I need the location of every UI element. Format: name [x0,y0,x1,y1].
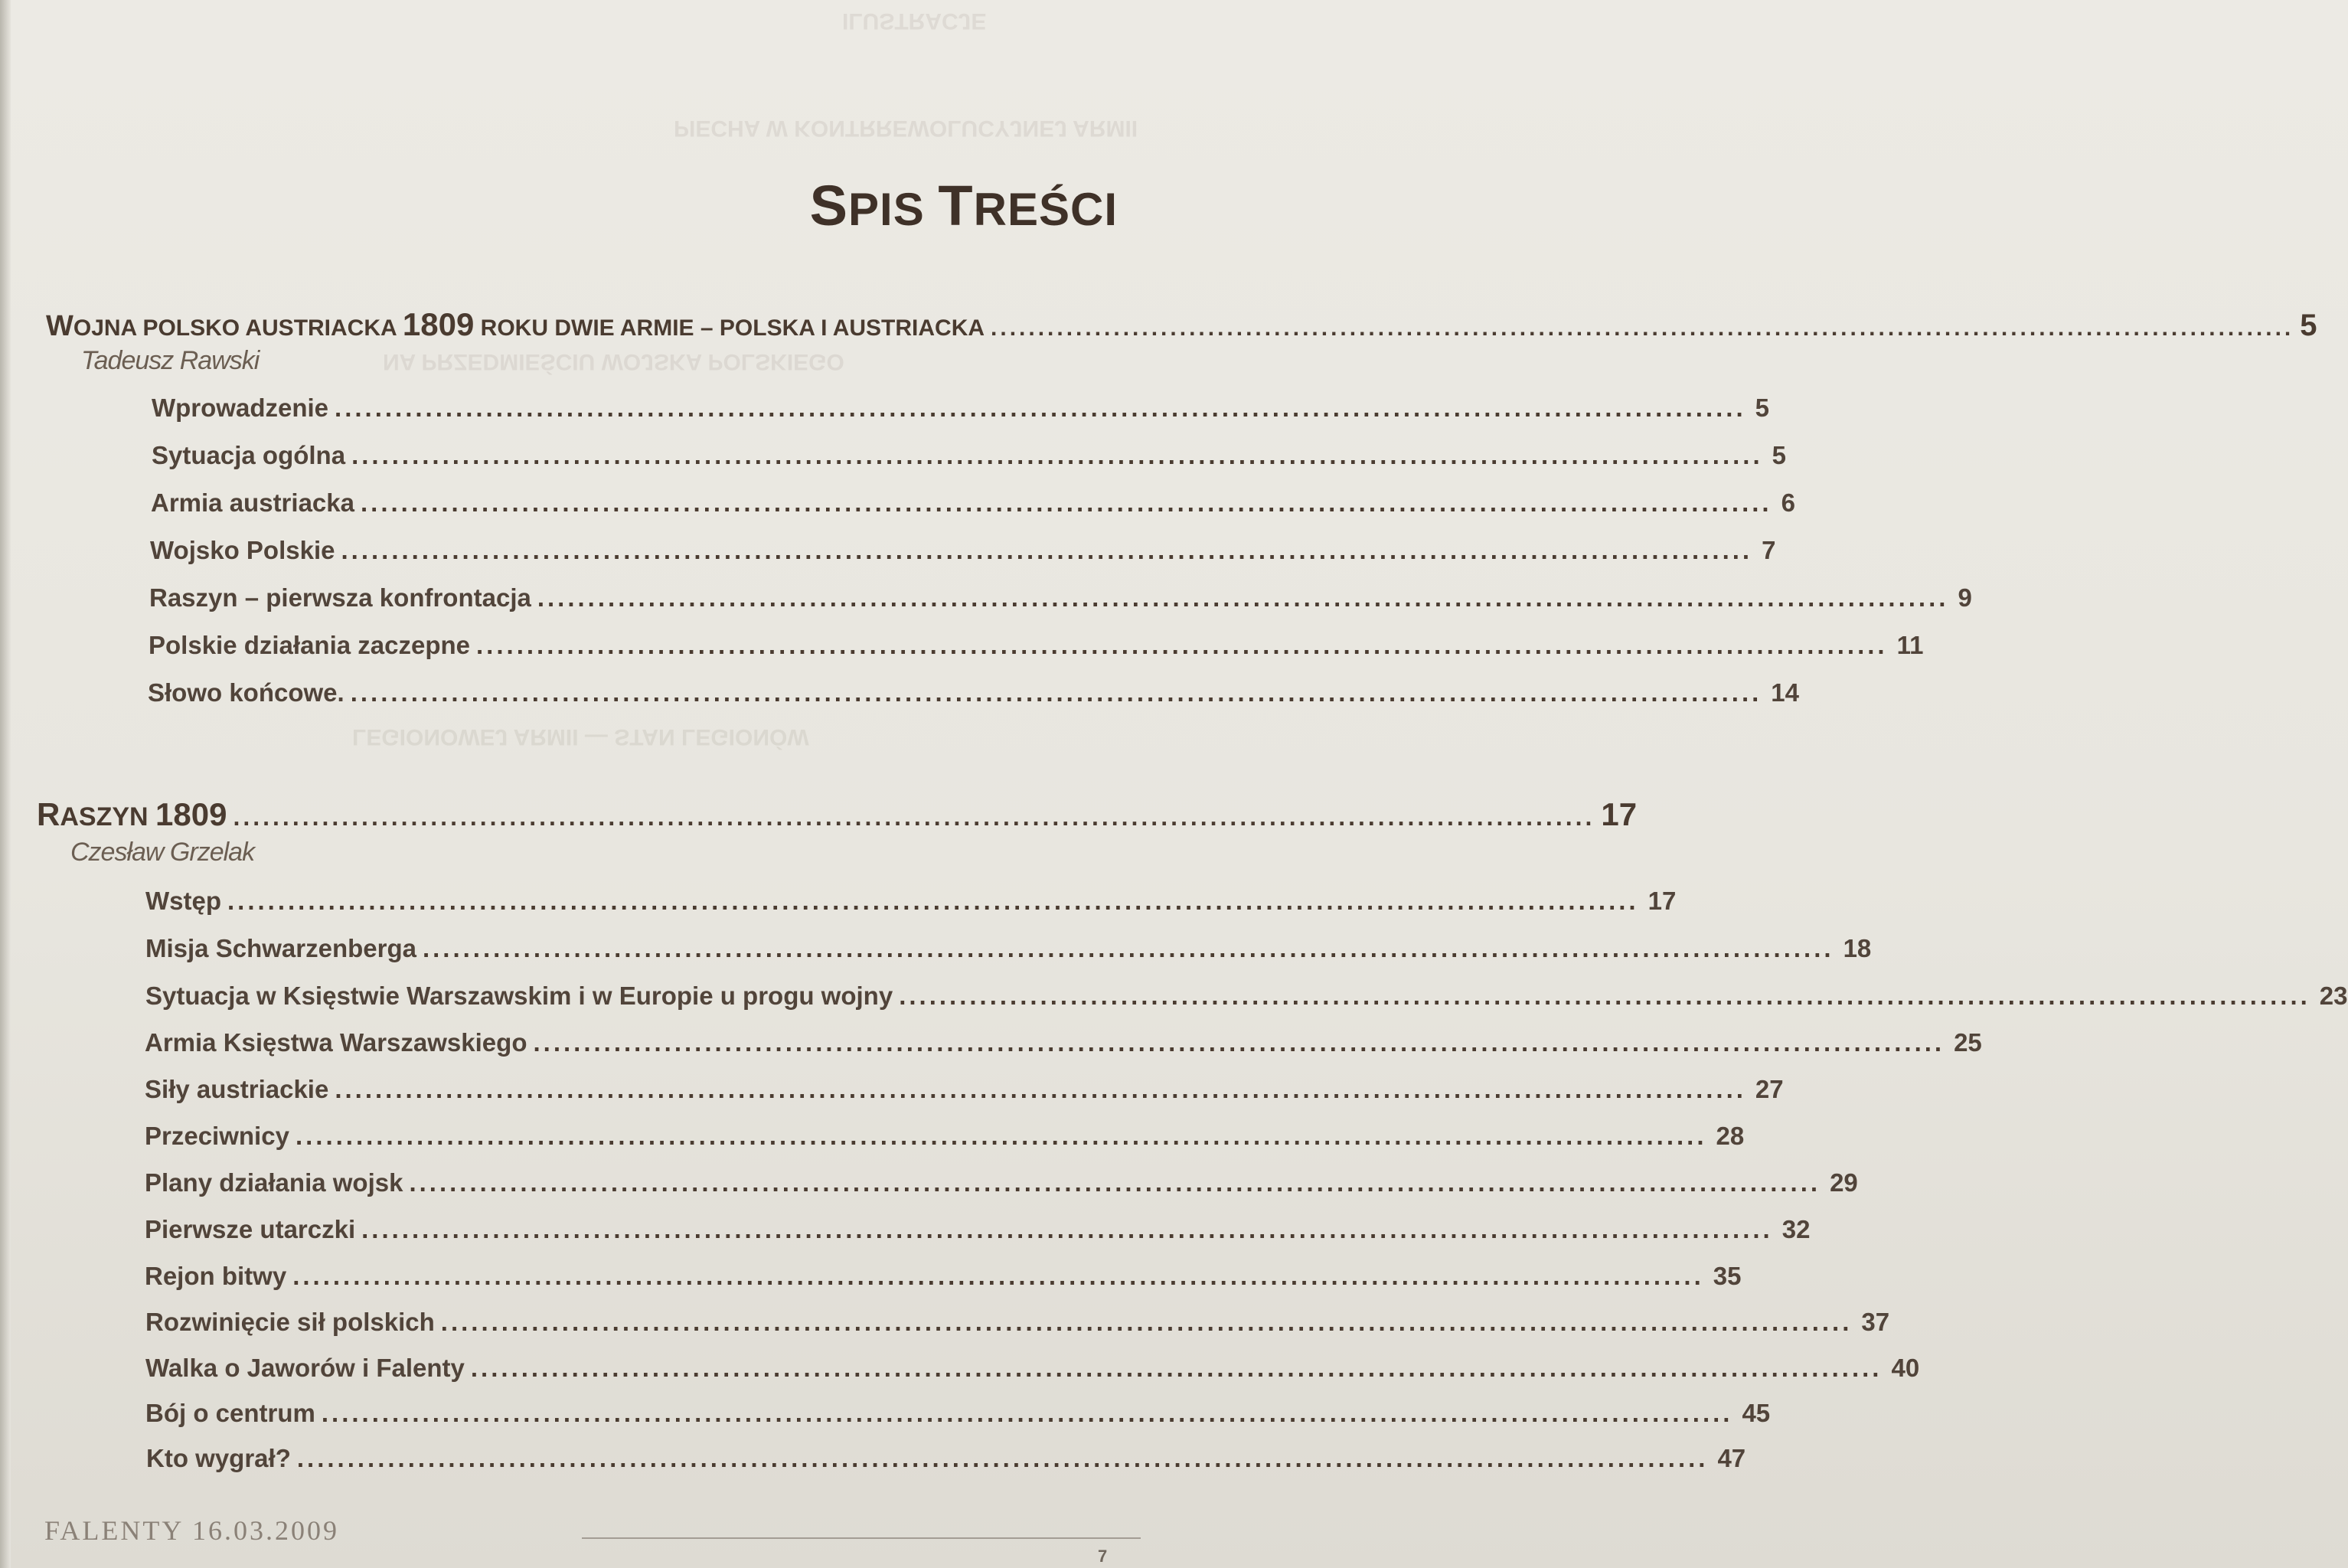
toc-entry[interactable] [148,678,1800,707]
entry-page-number: 47 [1717,1444,1746,1472]
entry-page-number: 28 [1716,1122,1745,1150]
dot-leader: ............................................................................................................................................ [351,441,1763,469]
entry-title: Rozwinięcie sił polskich [145,1308,435,1336]
page-title [810,173,1118,238]
section-title-text: OJNA POLSKO AUSTRIACKA [73,315,403,341]
toc-entry[interactable] [145,934,1872,963]
bleed-through-text: NA PRZEDMIEŚCIU WOJSKA POLSKIEGO [383,349,844,374]
title-initial: T [938,174,974,238]
footer-rule [582,1537,1141,1539]
entry-title: Raszyn – pierwsza konfrontacja [149,583,531,612]
entry-page-number: 25 [1954,1028,1982,1057]
entry-title: Misja Schwarzenberga [145,934,416,962]
dot-leader: ............................................................................................................................................ [296,1444,1709,1472]
dot-leader: ............................................................................................................................................ [350,678,1762,707]
handwritten-date-stamp: FALENTY 16.03.2009 [44,1515,339,1546]
dot-leader: .......................................................................................................................................... [233,803,1595,831]
entry-title: Wprowadzenie [152,394,329,422]
entry-title: Armia austriacka [151,488,354,517]
page-number: 7 [1098,1547,1108,1566]
entry-page-number: 35 [1713,1262,1742,1290]
entry-page-number: 5 [1755,394,1769,422]
section-title-tail: ROKU DWIE ARMIE – POLSKA I AUSTRIACKA [474,315,985,341]
bleed-through-text: LEGIONOWEJ ARMII — STAN LEGIONÓW [352,724,809,750]
toc-section-heading[interactable] [46,306,2317,343]
toc-entry[interactable] [145,1399,1771,1428]
entry-page-number: 45 [1742,1399,1771,1427]
entry-title: Sytuacja w Księstwie Warszawskim i w Europie u progu wojny [145,982,893,1010]
dot-leader: ............................................................................................................................................ [361,1215,1773,1243]
dot-leader: ............................................................................................................................................ [533,1028,1945,1057]
toc-entry[interactable] [145,1308,1890,1337]
bleed-through-text: ILUSTRACJE [842,8,987,34]
title-word: REŚCI [973,184,1118,236]
entry-title: Wojsko Polskie [150,536,335,564]
entry-title: Armia Księstwa Warszawskiego [145,1028,527,1057]
entry-page-number: 40 [1891,1354,1920,1382]
toc-entry[interactable] [145,1262,1742,1291]
dot-leader: ............................................................................................................................................ [470,1354,1883,1382]
dot-leader: ............................................................................................................................................ [440,1308,1853,1336]
entry-title: Plany działania wojsk [145,1168,403,1197]
dot-leader: ............................................................................................................................................ [409,1168,1821,1197]
entry-title: Pierwsze utarczki [145,1215,356,1243]
entry-title: Polskie działania zaczepne [149,631,471,659]
section-title [37,796,227,833]
entry-page-number: 27 [1755,1075,1784,1103]
entry-page-number: 17 [1648,887,1677,915]
section-author: Czesław Grzelak [70,838,255,867]
dot-leader: ............................................................................................................................................ [476,631,1888,659]
entry-title: Słowo końcowe. [148,678,345,707]
toc-entry[interactable] [149,583,1972,612]
section-page-number: 5 [2300,309,2317,342]
section-author: Tadeusz Rawski [81,346,260,375]
entry-title: Siły austriackie [145,1075,329,1103]
entry-page-number: 14 [1771,678,1800,707]
section-title-initial: R [37,796,60,832]
entry-title: Kto wygrał? [146,1444,291,1472]
entry-page-number: 37 [1861,1308,1890,1336]
toc-entry[interactable] [145,1215,1811,1244]
toc-entry[interactable] [152,441,1787,470]
entry-page-number: 9 [1958,583,1972,612]
dot-leader: ............................................................................................................................................ [537,583,1949,612]
toc-entry[interactable] [145,1028,1982,1057]
title-initial: S [809,174,849,238]
entry-page-number: 7 [1762,536,1776,564]
entry-page-number: 5 [1772,441,1787,469]
dot-leader: ............................................................................................................................................ [292,1262,1704,1290]
section-title-year: 1809 [155,796,227,832]
title-word: PIS [848,184,939,236]
toc-section-heading[interactable] [37,796,1638,833]
dot-leader: ............................................................................................................................................ [422,934,1834,962]
toc-entry[interactable] [150,536,1776,565]
entry-page-number: 29 [1830,1168,1858,1197]
toc-entry[interactable] [152,394,1769,423]
entry-title: Rejon bitwy [145,1262,287,1290]
toc-entry[interactable] [145,1354,1920,1383]
entry-page-number: 6 [1781,488,1795,517]
entry-page-number: 32 [1781,1215,1811,1243]
entry-page-number: 18 [1843,934,1872,962]
entry-title: Bój o centrum [145,1399,315,1427]
dot-leader: ............................................................................................................................................ [335,1075,1746,1103]
dot-leader: ............................................................................................................................................ [899,982,2310,1010]
dot-leader: ............................................................................................................................................ [360,488,1772,517]
bleed-through-text: PIECHA W KONTRREWOLUCYJNEJ ARMII [674,116,1138,141]
dot-leader: ............................................................................................................................................ [295,1122,1707,1150]
toc-entry[interactable] [145,1122,1745,1151]
section-title-year: 1809 [402,306,475,342]
entry-page-number: 11 [1896,631,1924,659]
dot-leader: ............................................................................................................................................ [227,887,1639,915]
dot-leader: .......................................................................................................................................... [991,315,2294,341]
dot-leader: ............................................................................................................................................ [321,1399,1733,1427]
toc-entry[interactable] [145,1075,1784,1104]
entry-title: Sytuacja ogólna [152,441,346,469]
toc-entry[interactable] [146,1444,1746,1473]
entry-title: Walka o Jaworów i Falenty [145,1354,465,1382]
entry-page-number: 23 [2319,982,2348,1010]
section-title-initial: W [46,310,73,342]
entry-title: Wstęp [145,887,221,915]
section-title [46,306,985,343]
section-page-number: 17 [1601,796,1638,832]
toc-entry[interactable] [145,887,1677,916]
toc-entry[interactable] [151,488,1795,518]
toc-entry[interactable] [145,1168,1858,1197]
section-title-text: ASZYN [60,802,156,831]
page-spine-shadow [0,0,11,1568]
dot-leader: ............................................................................................................................................ [335,394,1746,422]
toc-entry[interactable] [145,982,2348,1011]
entry-title: Przeciwnicy [145,1122,289,1150]
toc-entry[interactable] [149,631,1924,660]
dot-leader: ............................................................................................................................................ [341,536,1753,564]
